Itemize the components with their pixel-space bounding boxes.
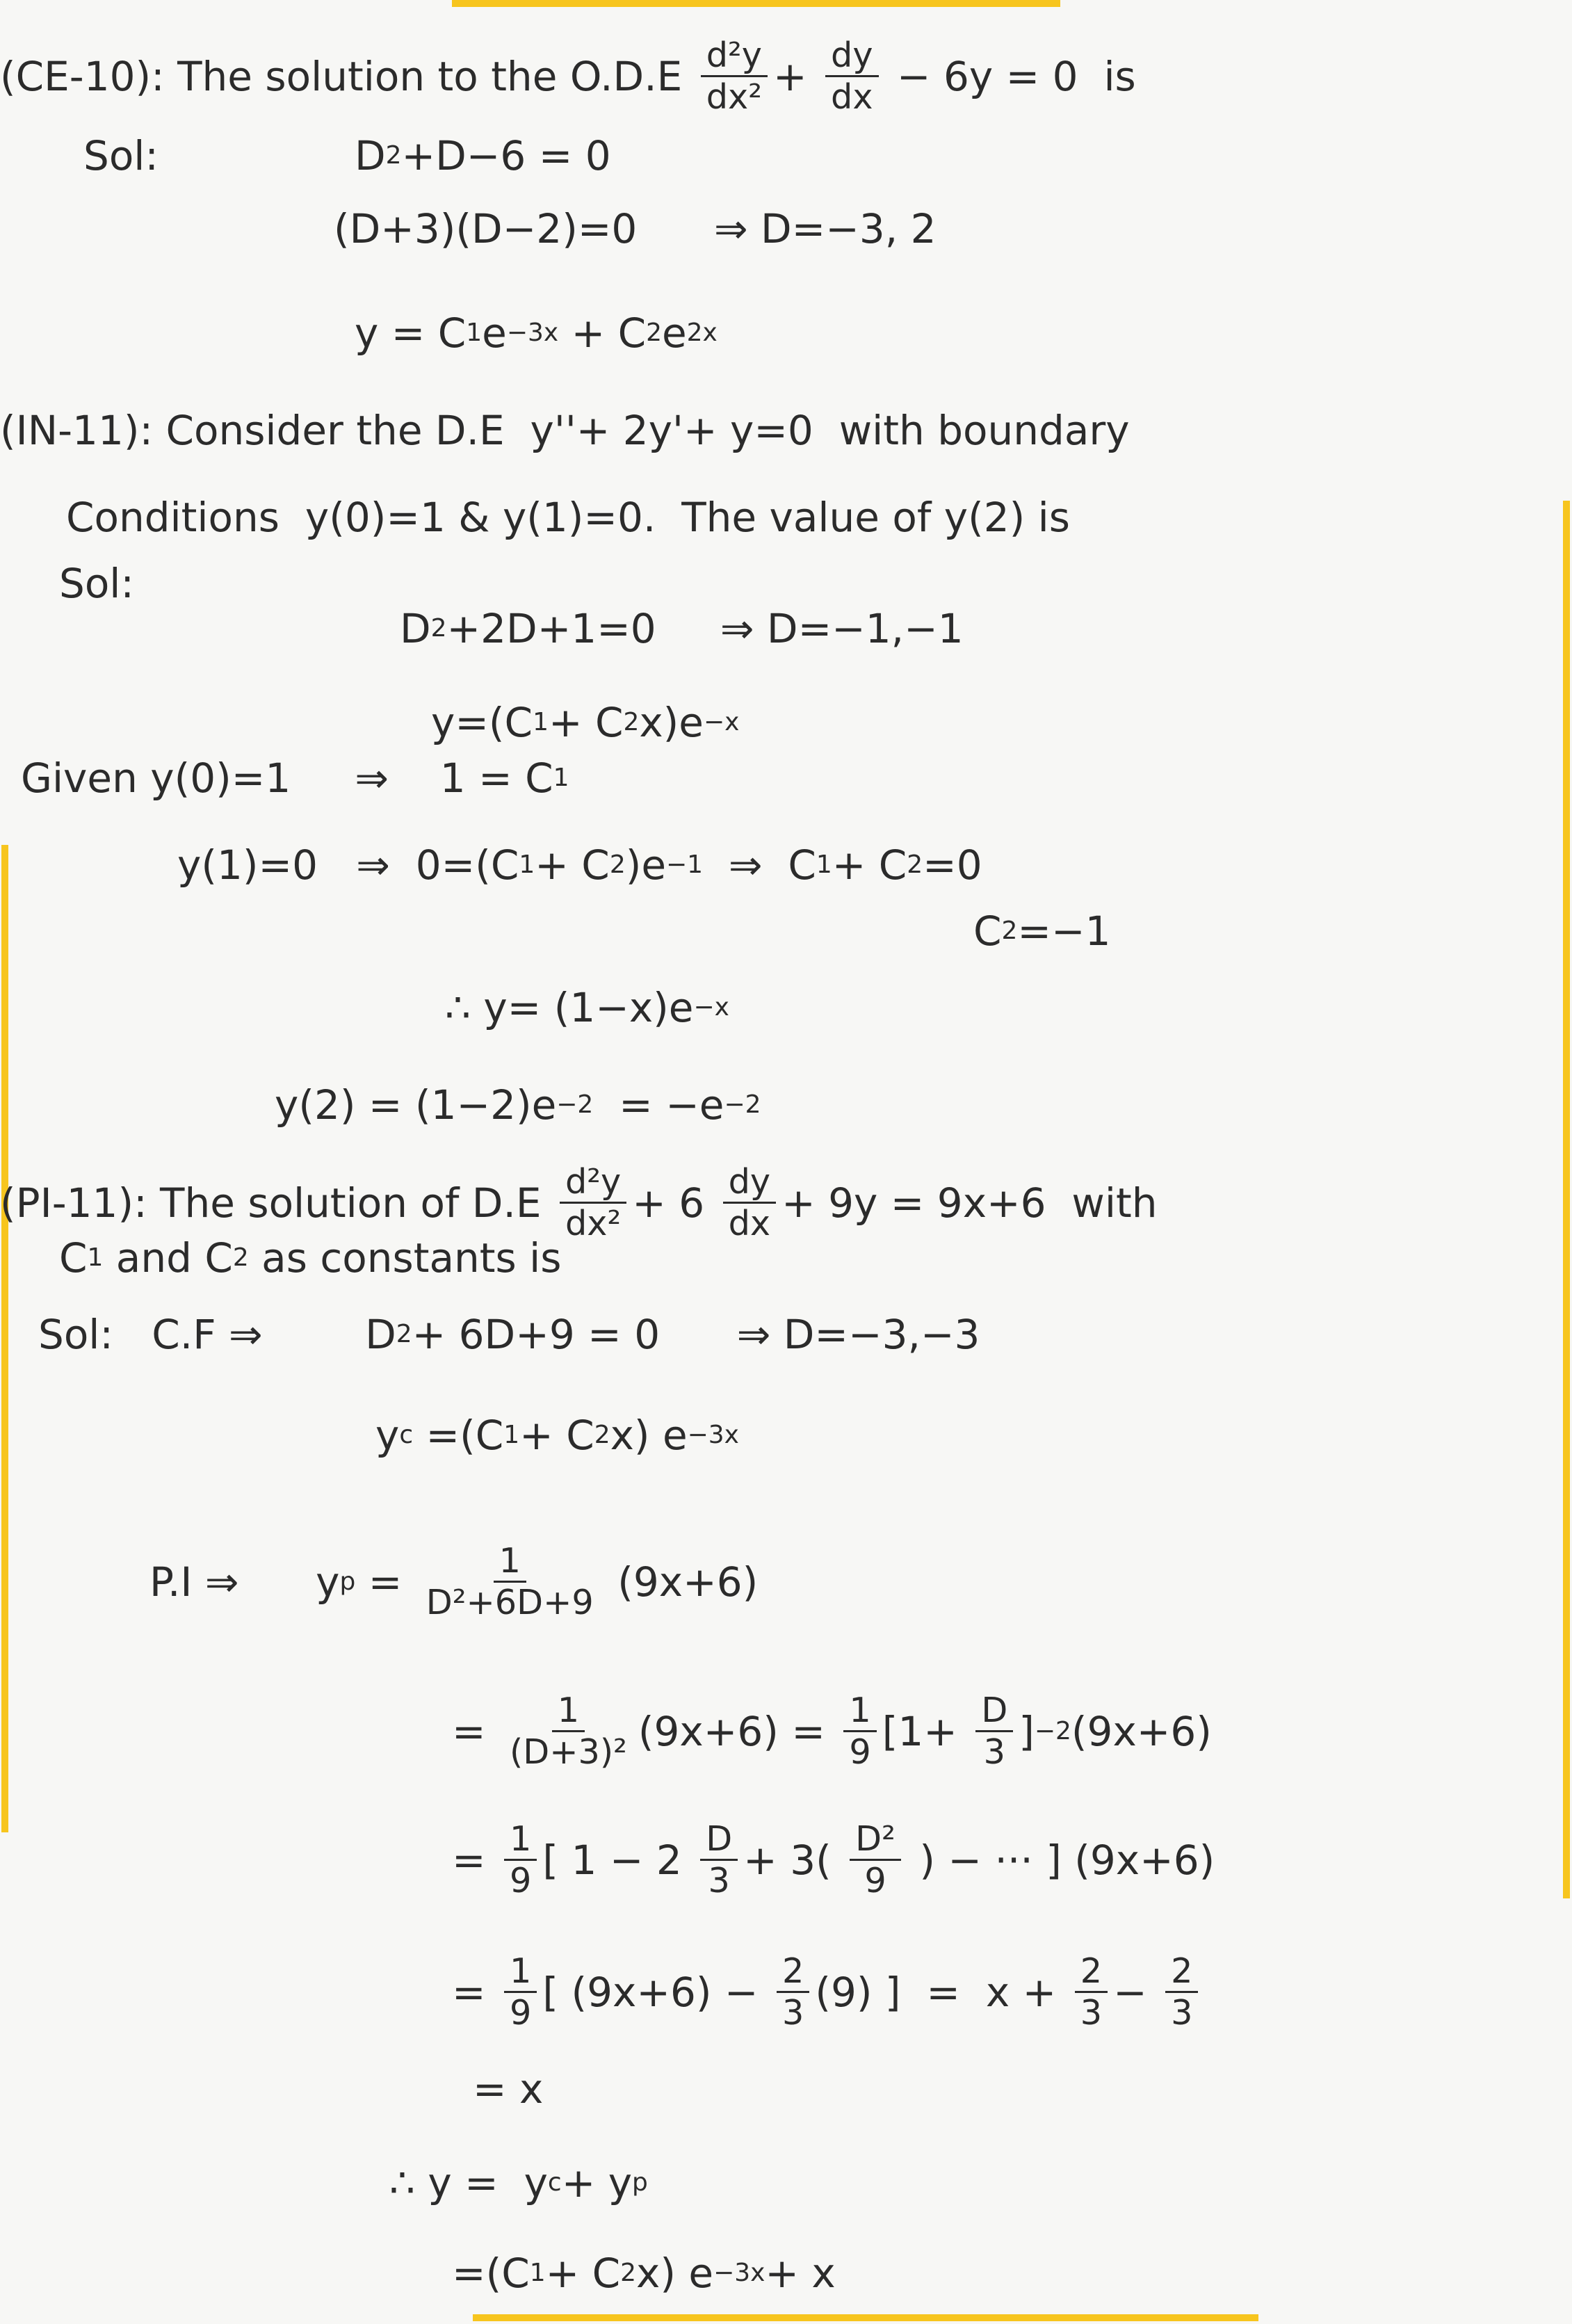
- fraction-numerator: 2: [1165, 1954, 1198, 1993]
- text-segment: ⇒ C: [703, 841, 816, 889]
- text-segment: =(C: [452, 2250, 530, 2297]
- fraction: [1165, 1951, 1198, 2033]
- q2-particular: ∴ y= (1−x)e −x: [445, 984, 729, 1031]
- q2-statement-2: [66, 494, 1070, 541]
- text-segment: P.I ⇒ y: [149, 1558, 340, 1606]
- text-segment: + 6: [632, 1179, 718, 1227]
- text-segment: [ 1 − 2: [542, 1836, 695, 1884]
- text-segment: + C: [519, 1412, 594, 1459]
- text-segment: + 9y = 9x+6 with: [781, 1179, 1158, 1227]
- text-segment: x) e: [610, 1412, 688, 1459]
- text-segment: ) − ··· ] (9x+6): [906, 1836, 1215, 1884]
- fraction: [701, 35, 768, 118]
- text-segment: −: [1113, 1968, 1160, 2016]
- text-segment: = x: [473, 2065, 544, 2113]
- text-segment: =: [452, 1836, 499, 1884]
- fraction-numerator: d²y: [701, 38, 768, 77]
- q2-bc2: y(1)=0 ⇒ 0=(C 1 + C 2 )e −1 ⇒ C 1 + C 2 =0: [177, 841, 982, 889]
- text-segment: y = C: [355, 309, 467, 357]
- text-segment: + C: [548, 699, 624, 746]
- fraction: [504, 1951, 537, 2033]
- q2-given: Given y(0)=1 ⇒ 1 = C 1: [21, 755, 569, 802]
- text-segment: =(C: [413, 1412, 504, 1459]
- fraction-denominator: 9: [849, 1732, 871, 1773]
- fraction-denominator: 3: [708, 1860, 730, 1901]
- text-segment: (9) ] = x +: [815, 1968, 1069, 2016]
- fraction-denominator: 9: [864, 1860, 886, 1901]
- fraction: [825, 35, 878, 118]
- text-segment: (9x+6): [1071, 1707, 1212, 1755]
- q2-aux-eq: D 2 +2D+1=0 ⇒ D=−1,−1: [400, 605, 964, 652]
- fraction-denominator: 3: [983, 1732, 1005, 1773]
- q3-statement-2: C 1 and C 2 as constants is: [59, 1234, 562, 1282]
- text-segment: − 6y = 0 is: [884, 52, 1136, 100]
- q3-pi: P.I ⇒ y p = $\frac{1}{\text{D²+6D+9}}$ (9x+6): [149, 1540, 759, 1623]
- text-segment: = −e: [593, 1081, 724, 1129]
- text-segment: y(2) = (1−2)e: [275, 1081, 557, 1129]
- q3-step2: [452, 1818, 1215, 1901]
- text-segment: (CE-10): The solution to the O.D.E: [0, 52, 695, 100]
- text-segment: y(1)=0 ⇒ 0=(C: [177, 841, 519, 889]
- fraction-denominator: D²+6D+9: [426, 1582, 594, 1623]
- fraction-denominator: 9: [510, 1860, 532, 1901]
- fraction-numerator: 1: [504, 1822, 537, 1861]
- q1-aux-eq: D 2 +D−6 = 0: [355, 132, 611, 179]
- text-segment: and C: [103, 1234, 233, 1282]
- fraction: [504, 1818, 537, 1901]
- fraction: [504, 1690, 633, 1773]
- text-segment: + C: [558, 309, 647, 357]
- fraction: [850, 1818, 901, 1901]
- text-segment: + 6D+9 = 0 ⇒ D=−3,−3: [412, 1311, 980, 1358]
- fraction-denominator: dx²: [706, 76, 762, 118]
- q3-step4: [473, 2065, 544, 2113]
- text-segment: (D+3)(D−2)=0 ⇒ D=−3, 2: [334, 205, 937, 252]
- fraction-numerator: 1: [843, 1693, 876, 1732]
- text-segment: Sol:: [59, 560, 134, 607]
- fraction: [975, 1690, 1013, 1773]
- fraction: [843, 1690, 876, 1773]
- text-segment: (9x+6) =: [638, 1707, 838, 1755]
- text-segment: D: [355, 132, 386, 179]
- text-segment: C: [973, 907, 1002, 955]
- fraction: [1075, 1951, 1108, 2033]
- fraction-numerator: dy: [825, 38, 878, 77]
- text-segment: D: [400, 605, 431, 652]
- fraction-denominator: 3: [1171, 1992, 1193, 2033]
- text-segment: (PI-11): The solution of D.E: [0, 1179, 554, 1227]
- text-segment: =: [355, 1558, 415, 1606]
- q3-total: ∴ y = y c + y p: [389, 2159, 648, 2206]
- text-segment: Given y(0)=1 ⇒ 1 = C: [21, 755, 553, 802]
- text-segment: [ (9x+6) −: [542, 1968, 771, 2016]
- q2-general: y=(C 1 + C 2 x)e −x: [431, 699, 740, 746]
- q1-statement: [0, 35, 1136, 118]
- q3-yc: y c =(C 1 + C 2 x) e −3x: [375, 1412, 739, 1459]
- text-segment: =0: [923, 841, 982, 889]
- fraction-denominator: dx²: [565, 1203, 622, 1244]
- q1-factor: [334, 205, 937, 252]
- fraction-numerator: 2: [777, 1954, 809, 1993]
- q1-solution: y = C 1 e −3x + C 2 e 2x: [355, 309, 718, 357]
- text-segment: =−1: [1017, 907, 1111, 955]
- text-segment: e: [482, 309, 507, 357]
- fraction-numerator: 1: [552, 1693, 585, 1732]
- text-segment: e: [661, 309, 687, 357]
- text-segment: x)e: [639, 699, 704, 746]
- fraction-denominator: 9: [510, 1992, 532, 2033]
- q2-answer: y(2) = (1−2)e −2 = −e −2: [275, 1081, 761, 1129]
- text-segment: =: [452, 1968, 499, 2016]
- text-segment: as constants is: [248, 1234, 562, 1282]
- fraction-numerator: dy: [723, 1165, 776, 1204]
- fraction-numerator: D²: [850, 1822, 901, 1861]
- fraction-denominator: 3: [781, 1992, 804, 2033]
- text-segment: + 3(: [743, 1836, 845, 1884]
- text-segment: + y: [561, 2159, 633, 2206]
- text-segment: (9x+6): [604, 1558, 759, 1606]
- highlight-top: [452, 0, 1060, 7]
- q2-statement-1: [0, 407, 1130, 454]
- text-segment: ∴ y= (1−x)e: [445, 984, 694, 1031]
- text-segment: ]: [1019, 1707, 1035, 1755]
- fraction-numerator: 1: [504, 1954, 537, 1993]
- text-segment: +D−6 = 0: [401, 132, 611, 179]
- fraction-numerator: 1: [494, 1544, 526, 1583]
- fraction-denominator: 3: [1080, 1992, 1103, 2033]
- q3-step1: = $\frac{1}{\text{(D+3)²}}$ (9x+6) = $\frac{1}{9}$ [1+ $\frac{D}{3}$ ] −2 (9x+6): [452, 1690, 1212, 1773]
- text-segment: )e: [625, 841, 666, 889]
- text-segment: x) e: [636, 2250, 714, 2297]
- fraction-numerator: D: [700, 1822, 738, 1861]
- text-segment: ∴ y = y: [389, 2159, 548, 2206]
- text-segment: =: [452, 1707, 499, 1755]
- q1-sol-label: [83, 132, 159, 179]
- q3-answer: =(C 1 + C 2 x) e −3x + x: [452, 2250, 836, 2297]
- text-segment: + x: [765, 2250, 836, 2297]
- fraction-denominator: (D+3)²: [510, 1732, 627, 1773]
- fraction: [723, 1161, 776, 1244]
- fraction: [421, 1540, 599, 1623]
- text-segment: Sol: C.F ⇒ D: [38, 1311, 396, 1358]
- text-segment: +: [772, 52, 820, 100]
- text-segment: Sol:: [83, 132, 159, 179]
- text-segment: +2D+1=0 ⇒ D=−1,−1: [446, 605, 964, 652]
- highlight-bottom: [473, 2314, 1258, 2321]
- fraction-numerator: 2: [1075, 1954, 1108, 1993]
- text-segment: (IN-11): Consider the D.E y''+ 2y'+ y=0 with boundary: [0, 407, 1130, 454]
- fraction-numerator: D: [975, 1693, 1013, 1732]
- q2-sol-label: [59, 560, 134, 607]
- q2-c2: C 2 =−1: [973, 907, 1111, 955]
- highlight-right: [1563, 501, 1570, 1898]
- text-segment: C: [59, 1234, 88, 1282]
- text-segment: + C: [545, 2250, 621, 2297]
- fraction-numerator: d²y: [560, 1165, 626, 1204]
- fraction-denominator: dx: [831, 76, 873, 118]
- text-segment: y=(C: [431, 699, 533, 746]
- text-segment: y: [375, 1412, 400, 1459]
- fraction: [777, 1951, 809, 2033]
- fraction-denominator: dx: [728, 1203, 771, 1244]
- q3-cf: Sol: C.F ⇒ D 2 + 6D+9 = 0 ⇒ D=−3,−3: [38, 1311, 980, 1358]
- highlight-left: [1, 845, 8, 1832]
- text-segment: + C: [535, 841, 610, 889]
- fraction: [700, 1818, 738, 1901]
- text-segment: + C: [832, 841, 907, 889]
- q3-step3: [452, 1951, 1204, 2033]
- fraction: [560, 1161, 626, 1244]
- text-segment: Conditions y(0)=1 & y(1)=0. The value of y(2) is: [66, 494, 1070, 541]
- q3-statement-1: [0, 1161, 1158, 1244]
- text-segment: [1+: [882, 1707, 971, 1755]
